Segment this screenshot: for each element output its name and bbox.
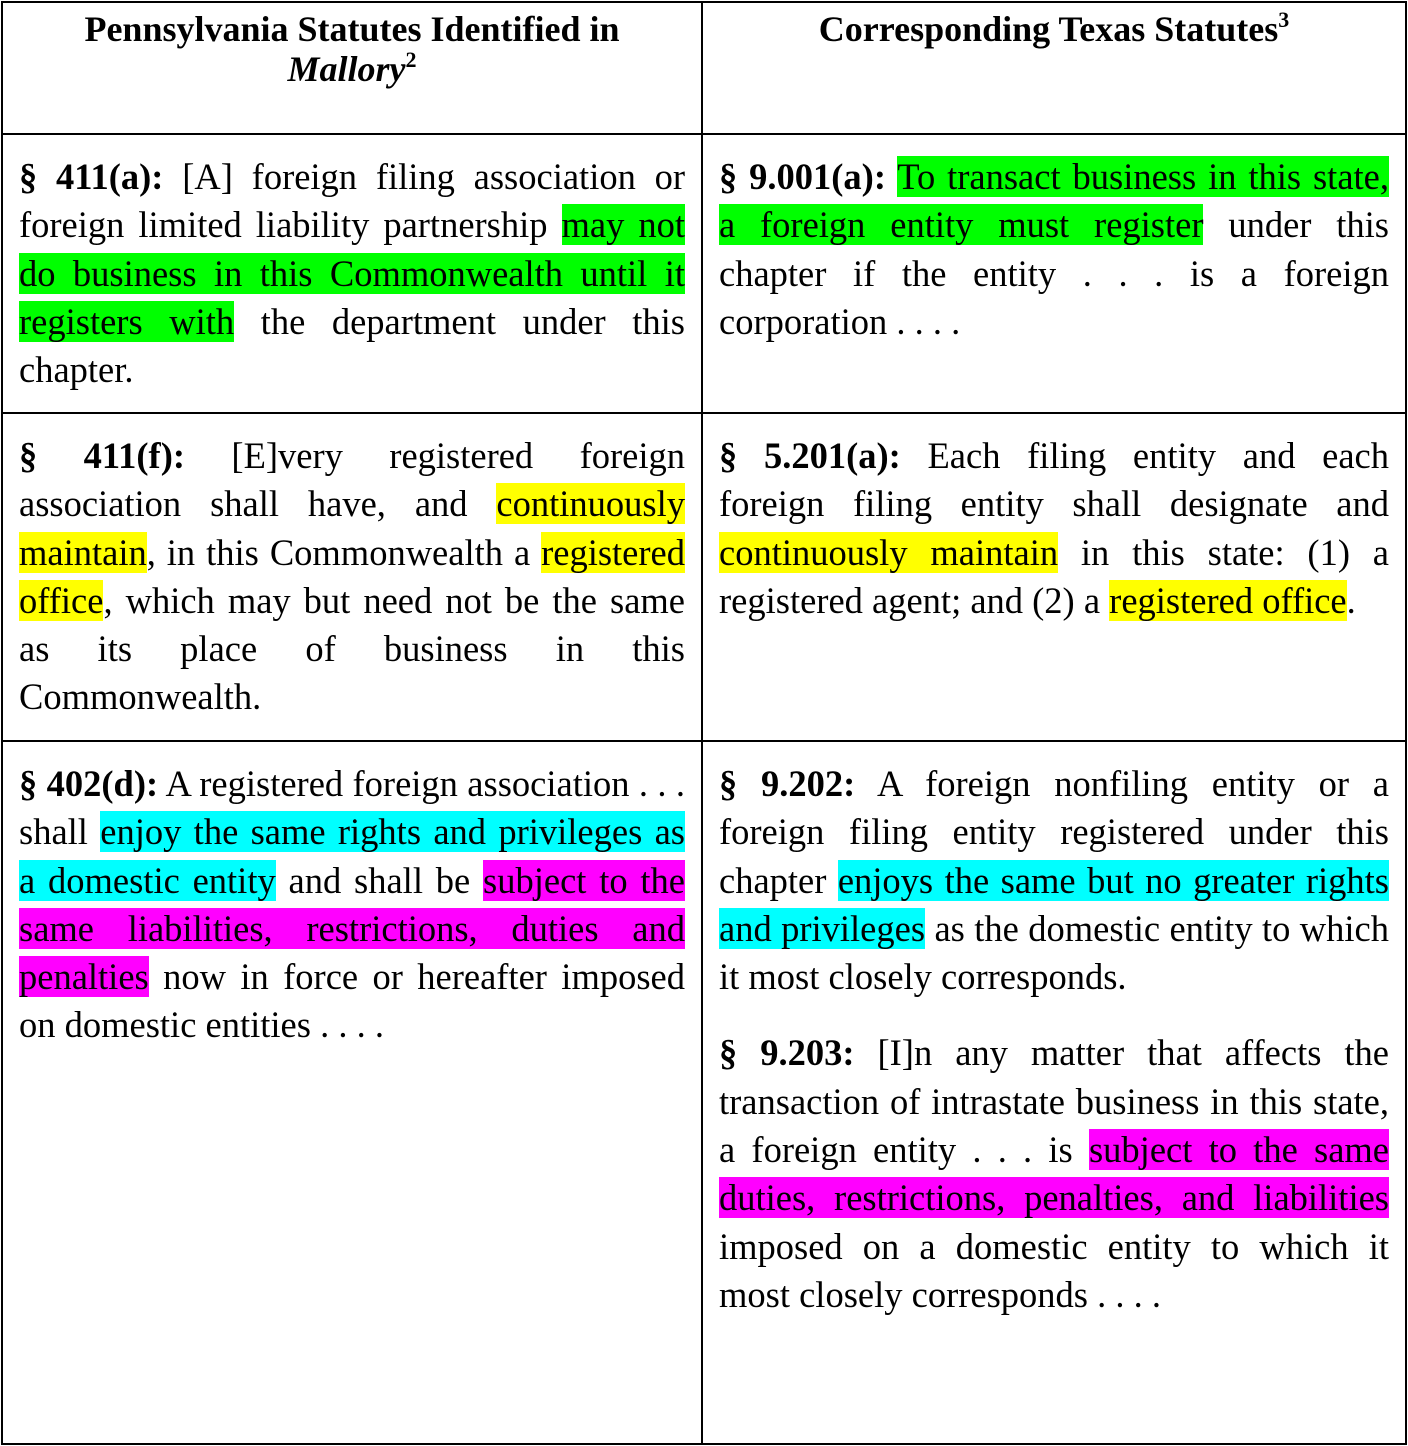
highlight-yellow: continuously maintain: [19, 483, 685, 573]
pa-statute-cell-411f: [2, 413, 702, 741]
highlight-cyan: enjoy the same rights and privileges as a domestic entity: [19, 811, 686, 901]
tx-header-text: Corresponding Texas Statutes: [818, 9, 1279, 49]
tx-statute-5201a: § 5.201(a): Each filing entity and each foreign filing entity shall designate and continuously maintain in this state: (1) a registered agent; and (2) a registered office.: [719, 435, 1389, 621]
statutes-comparison-table: [1, 1, 1407, 1445]
pa-statute-411f: § 411(f): [E]very registered foreign association shall have, and continuously maintain, in this Commonwealth a registered office, which may but need not be the same as its place of business in this Commonwealth.: [19, 435, 685, 718]
section-label: § 411(f):: [19, 435, 186, 476]
table-header-row: [2, 2, 1406, 134]
table-row: [2, 134, 1406, 413]
tx-statute-9001a: § 9.001(a): To transact business in this state, a foreign entity must register under this chapter if the entity . . . is a foreign corporation . . . .: [719, 156, 1389, 342]
tx-statute-cell-9001a: [702, 134, 1406, 413]
pa-statute-411a: § 411(a): [A] foreign filing association or foreign limited liability partnership may not do business in this Commonwealth until it registers with the department under this chapter.: [19, 156, 686, 391]
highlight-cyan: enjoys the same but no greater rights and privileges: [719, 859, 1389, 949]
section-label: § 9.203:: [719, 1032, 855, 1074]
highlight-yellow: registered office: [1109, 579, 1347, 621]
table-row: [2, 741, 1406, 1444]
pa-statute-cell-402d: [2, 741, 702, 1444]
section-label: § 9.001(a):: [719, 156, 886, 197]
tx-statute-9203: § 9.203: [I]n any matter that affects the transaction of intrastate business in this state, a foreign entity . . . is subject to the same duties, restrictions, penalties, and liabilities imposed on a domestic entity to which it most closely corresponds . . . .: [719, 1032, 1389, 1315]
section-label: § 5.201(a):: [719, 435, 901, 476]
pa-statute-cell-411a: [2, 134, 702, 413]
highlight-yellow: continuously maintain: [719, 531, 1059, 573]
pa-header-line1: Pennsylvania Statutes Identified in: [84, 9, 620, 49]
tx-statute-cell-9202-9203: [702, 741, 1406, 1444]
case-name-mallory: Mallory: [287, 49, 406, 89]
tx-statute-9202: § 9.202: A foreign nonfiling entity or a foreign filing entity registered under this chapter enjoys the same but no greater rights and privileges as the domestic entity to which it most closely corresponds.: [719, 763, 1390, 998]
pennsylvania-column-header: [2, 2, 702, 134]
highlight-green: may not do business in this Commonwealth until it registers with: [19, 204, 685, 342]
footnote-3: 3: [1278, 7, 1290, 32]
pa-statute-402d: § 402(d): A registered foreign association . . . shall enjoy the same rights and privileges as a domestic entity and shall be subject to the same liabilities, restrictions, duties and penalties now in force or hereafter imposed on domestic entities . . . .: [19, 763, 686, 1046]
table-row: [2, 413, 1406, 741]
section-label: § 402(d):: [19, 763, 159, 804]
texas-column-header: [702, 2, 1406, 134]
highlight-magenta: subject to the same liabilities, restrictions, duties and penalties: [19, 859, 686, 998]
highlight-yellow: registered office: [19, 531, 685, 621]
section-label: § 9.202:: [719, 763, 856, 804]
section-label: § 411(a):: [19, 156, 164, 197]
footnote-2: 2: [405, 47, 417, 72]
highlight-magenta: subject to the same duties, restrictions, penalties, and liabilities: [719, 1129, 1389, 1219]
highlight-green: To transact business in this state, a foreign entity must register: [719, 156, 1389, 246]
tx-statute-cell-5201a: [702, 413, 1406, 741]
